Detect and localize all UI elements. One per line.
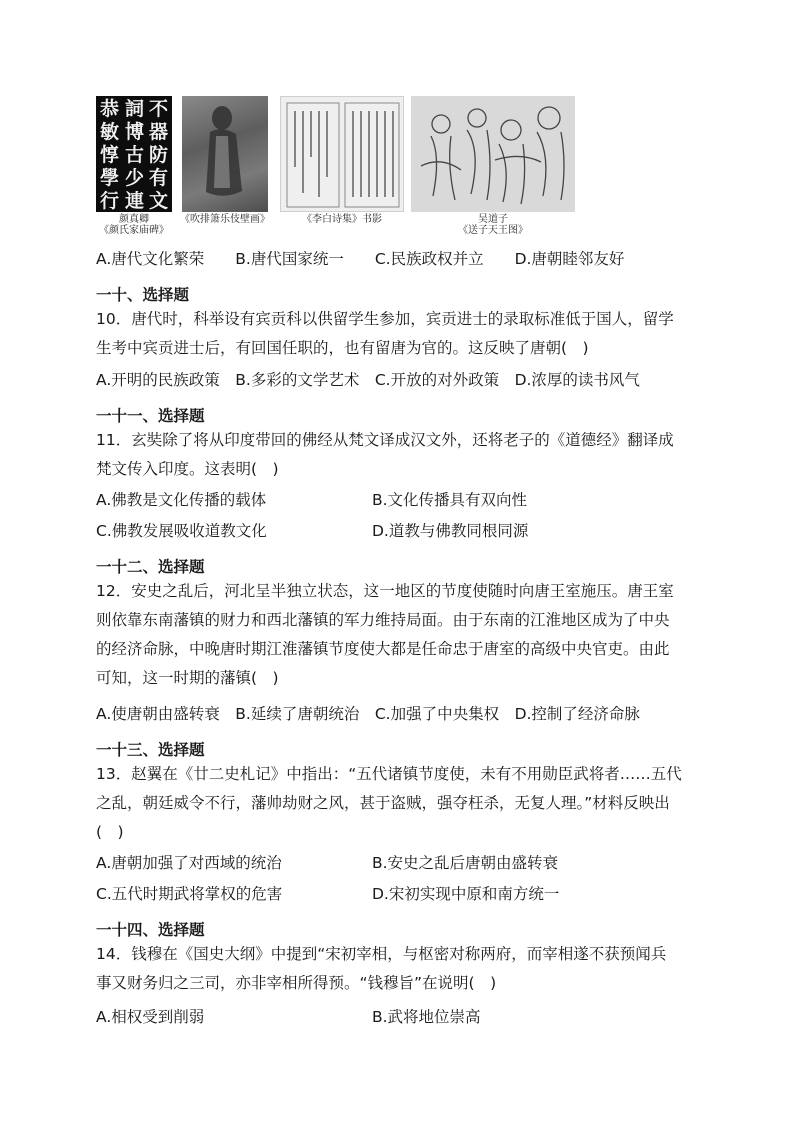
calligraphy-figure [96, 96, 172, 236]
painting-drawing [411, 96, 575, 212]
q14-stem-line-2: 事又财务归之三司，亦非宰相所得预。“钱穆旨”在说明( ) [96, 974, 497, 992]
q12-stem-line-3: 的经济命脉，中晚唐时期江淮藩镇节度使大都是任命忠于唐室的高级中央官吏。由此 [96, 640, 670, 658]
q13-option-d: D.宋初实现中原和南方统一 [372, 885, 560, 903]
q10-options: A.开明的民族政策 B.多彩的文学艺术 C.开放的对外政策 D.浓厚的读书风气 [96, 371, 640, 389]
q11-stem-line-2: 梵文传入印度。这表明( ) [96, 460, 279, 478]
book-figure [280, 96, 404, 225]
calligraphy-character: 恭 [100, 98, 120, 120]
q12-stem-line-4: 可知，这一时期的藩镇( ) [96, 669, 279, 687]
calligraphy-character: 學 [100, 167, 120, 189]
q14-stem-line-1: 14．钱穆在《国史大纲》中提到“宋初宰相，与枢密对称两府，而宰相遂不获预闻兵 [96, 945, 667, 963]
q14-option-b: B.武将地位崇高 [372, 1008, 481, 1026]
calligraphy-character: 不 [149, 98, 169, 120]
figure-strip [96, 96, 596, 238]
calligraphy-character: 防 [149, 144, 169, 166]
book-image [280, 96, 404, 212]
q12-stem-line-2: 则依靠东南藩镇的财力和西北藩镇的军力维持局面。由于东南的江淮地区成为了中央 [96, 611, 670, 629]
q14-option-a: A.相权受到削弱 [96, 1008, 205, 1026]
calligraphy-character: 文 [149, 190, 169, 212]
mural-figure [180, 96, 270, 225]
painting-caption-author: 吴道子 [478, 214, 508, 225]
q11-option-b: B.文化传播具有双向性 [372, 491, 528, 509]
calligraphy-character: 器 [149, 121, 169, 143]
q13-stem-line-1: 13．赵翼在《廿二史札记》中指出：“五代诸镇节度使，未有不用勋臣武将者……五代 [96, 765, 682, 783]
mural-caption: 《吹排箫乐伎壁画》 [180, 214, 270, 225]
calligraphy-character: 行 [100, 190, 120, 212]
painting-caption-title: 《送子天王图》 [458, 225, 528, 236]
q11-stem-line-1: 11．玄奘除了将从印度带回的佛经从梵文译成汉文外，还将老子的《道德经》翻译成 [96, 431, 674, 449]
calligraphy-column-3 [100, 98, 119, 213]
calligraphy-character: 敏 [100, 121, 120, 143]
q12-stem-line-1: 12．安史之乱后，河北呈半独立状态，这一地区的节度使随时向唐王室施压。唐王室 [96, 582, 674, 600]
q10-stem-line-2: 生考中宾贡进士后，有回国任职的，也有留唐为官的。这反映了唐朝( ) [96, 339, 589, 357]
q13-option-a: A.唐朝加强了对西域的统治 [96, 854, 282, 872]
q11-option-d: D.道教与佛教同根同源 [372, 522, 529, 540]
q13-option-b: B.安史之乱后唐朝由盛转衰 [372, 854, 559, 872]
q13-stem-line-2: 之乱，朝廷威令不行，藩帅劫财之风，甚于盗贼，强夺枉杀，无复人理。”材料反映出 [96, 794, 670, 812]
calligraphy-caption-author: 颜真卿 [119, 214, 149, 225]
calligraphy-character: 古 [125, 144, 145, 166]
q11-section-heading: 一十一、选择题 [96, 407, 205, 425]
q11-option-a: A.佛教是文化传播的载体 [96, 491, 267, 509]
painting-figure [411, 96, 575, 236]
q13-section-heading: 一十三、选择题 [96, 741, 205, 759]
book-caption: 《李白诗集》书影 [302, 214, 382, 225]
mural-figure-drawing [182, 96, 268, 212]
calligraphy-image [96, 96, 172, 212]
q12-options: A.使唐朝由盛转衰 B.延续了唐朝统治 C.加强了中央集权 D.控制了经济命脉 [96, 705, 640, 723]
q10-stem-line-1: 10．唐代时，科举设有宾贡科以供留学生参加，宾贡进士的录取标准低于国人，留学 [96, 310, 674, 328]
q10-section-heading: 一十、选择题 [96, 286, 190, 304]
calligraphy-caption-title: 《颜氏家庙碑》 [99, 225, 169, 236]
q12-section-heading: 一十二、选择题 [96, 558, 205, 576]
q13-stem-line-3: ( ) [96, 823, 124, 841]
q9-options: A.唐代文化繁荣 B.唐代国家统一 C.民族政权并立 D.唐朝睦邻友好 [96, 250, 625, 268]
calligraphy-character: 連 [125, 190, 145, 212]
mural-image [182, 96, 268, 212]
book-page-drawing [281, 97, 405, 213]
q13-option-c: C.五代时期武将掌权的危害 [96, 885, 283, 903]
calligraphy-character: 詞 [125, 98, 145, 120]
calligraphy-character: 惇 [100, 144, 120, 166]
calligraphy-character: 有 [149, 167, 169, 189]
q11-option-c: C.佛教发展吸收道教文化 [96, 522, 267, 540]
q14-section-heading: 一十四、选择题 [96, 921, 205, 939]
calligraphy-column-1 [149, 98, 168, 213]
painting-image [411, 96, 575, 212]
calligraphy-column-2 [125, 98, 144, 213]
calligraphy-character: 少 [125, 167, 145, 189]
calligraphy-character: 博 [125, 121, 145, 143]
